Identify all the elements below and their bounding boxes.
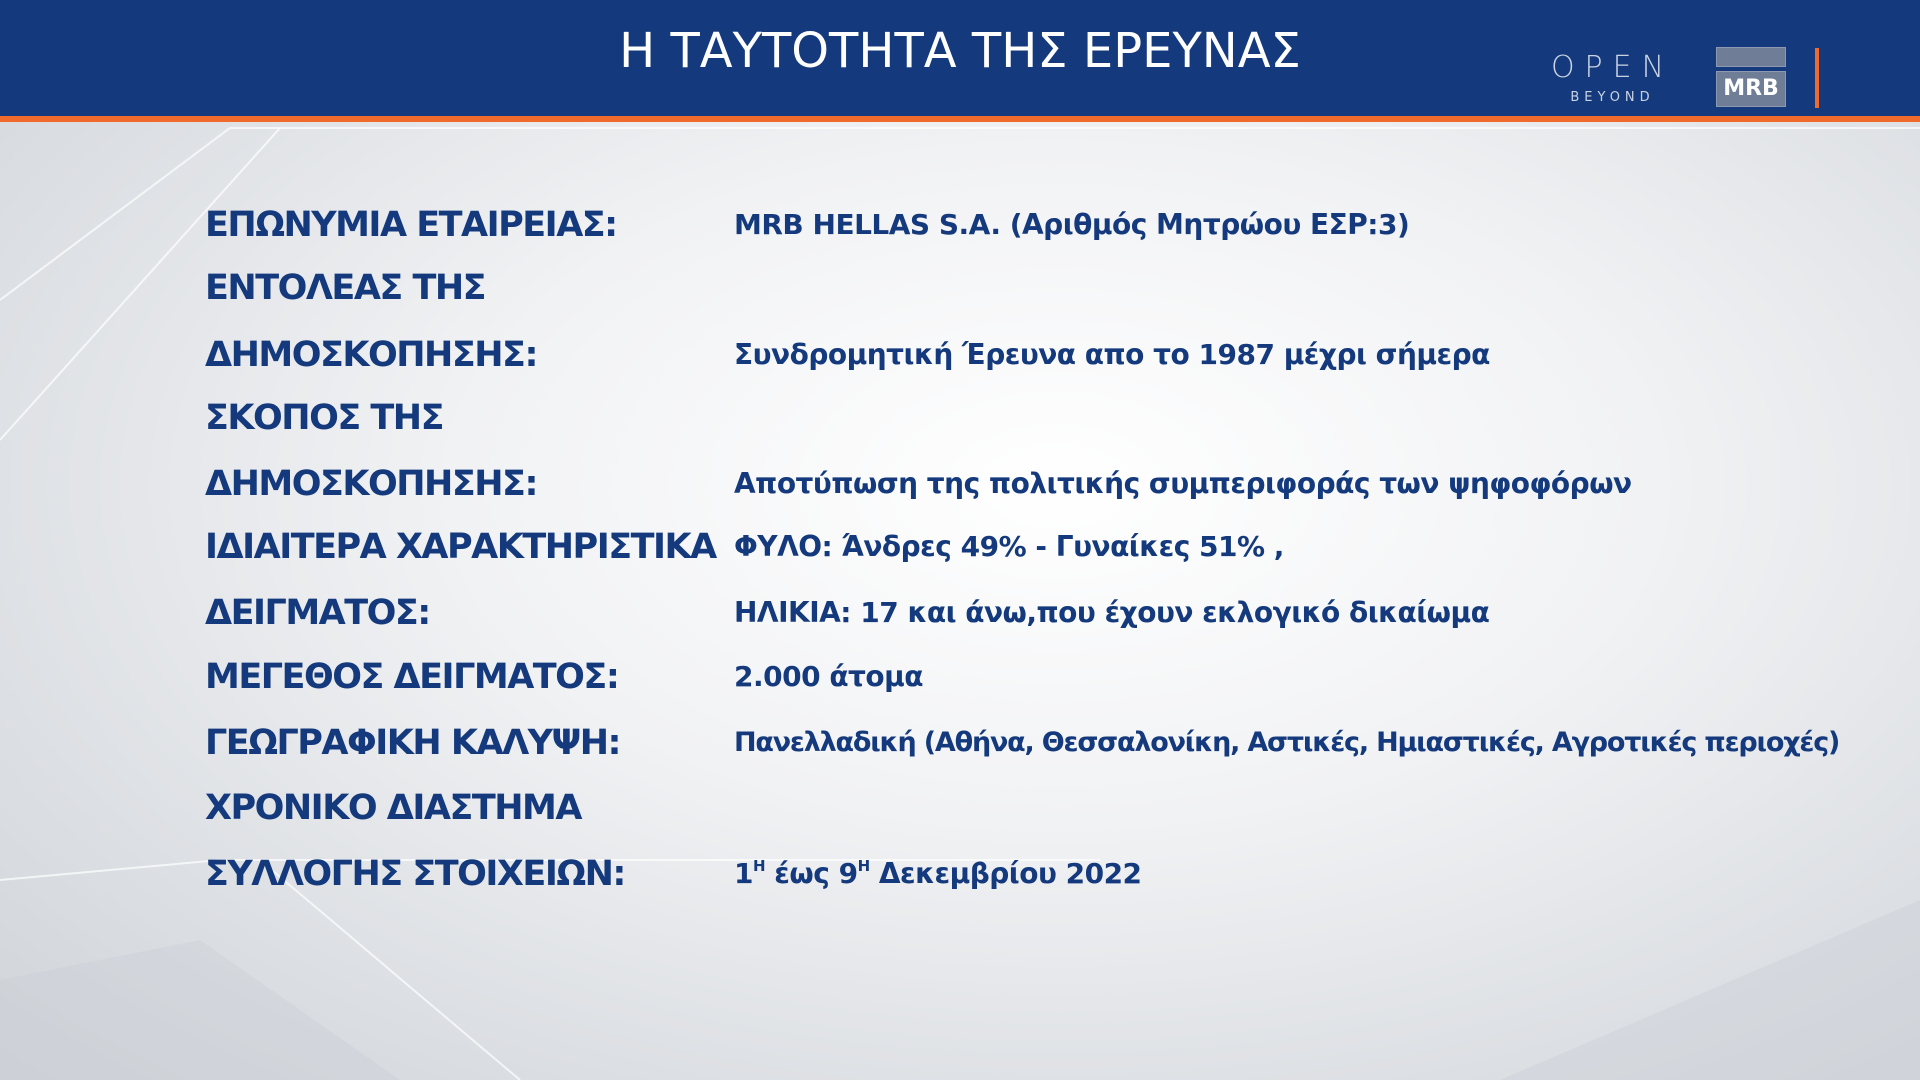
label-period-line2: ΣΥΛΛΟΓΗΣ ΣΤΟΙΧΕΙΩΝ:: [205, 854, 625, 894]
mrb-logo-text: MRB: [1716, 71, 1786, 107]
period-start-day: 1: [734, 857, 753, 890]
row-characteristics-1: [0, 522, 1920, 572]
label-company: ΕΠΩΝΥΜΙΑ ΕΤΑΙΡΕΙΑΣ:: [205, 205, 617, 245]
value-company: MRB HELLAS S.A. (Αριθμός Μητρώου ΕΣΡ:3): [734, 208, 1410, 241]
value-sample-size: 2.000 άτομα: [734, 660, 923, 693]
label-coverage: ΓΕΩΓΡΑΦΙΚΗ ΚΑΛΥΨΗ:: [205, 723, 621, 763]
open-logo-sub: BEYOND: [1570, 90, 1655, 105]
row-characteristics-2: [0, 588, 1920, 638]
row-purpose-2: [0, 459, 1920, 509]
label-characteristics-line1: ΙΔΙΑΙΤΕΡΑ ΧΑΡΑΚΤΗΡΙΣΤΙΚΑ: [205, 527, 716, 567]
page-title-text: Η ΤΑΥΤΟΤΗΤΑ ΤΗΣ ΕΡΕΥΝΑΣ: [619, 23, 1301, 79]
label-purpose-line1: ΣΚΟΠΟΣ ΤΗΣ: [205, 398, 443, 438]
label-period-line1: ΧΡΟΝΙΚΟ ΔΙΑΣΤΗΜΑ: [205, 788, 581, 828]
period-connector: έως: [774, 857, 830, 890]
value-period: [734, 849, 1142, 903]
period-month-year: Δεκεμβρίου 2022: [878, 857, 1142, 890]
label-client-line2: ΔΗΜΟΣΚΟΠΗΣΗΣ:: [205, 335, 537, 375]
label-client-line1: ΕΝΤΟΛΕΑΣ ΤΗΣ: [205, 268, 486, 308]
row-client-2: [0, 330, 1920, 380]
row-sample-size: [0, 652, 1920, 702]
period-start-sup: Η: [752, 857, 766, 875]
value-coverage: Πανελλαδική (Αθήνα, Θεσσαλονίκη, Αστικές, Ημιαστικές, Αγροτικές περιοχές): [734, 727, 1840, 758]
row-period-1: [0, 783, 1920, 833]
value-purpose: Αποτύπωση της πολιτικής συμπεριφοράς των ψηφοφόρων: [734, 467, 1632, 500]
open-logo-word: OPEN: [1550, 50, 1675, 85]
period-end-day: 9: [838, 857, 858, 890]
value-client: Συνδρομητική Έρευνα απο το 1987 μέχρι σήμερα: [734, 338, 1490, 371]
label-purpose-line2: ΔΗΜΟΣΚΟΠΗΣΗΣ:: [205, 464, 537, 504]
row-period-2: [0, 849, 1920, 899]
row-client-1: [0, 263, 1920, 313]
label-sample-size: ΜΕΓΕΘΟΣ ΔΕΙΓΜΑΤΟΣ:: [205, 657, 619, 697]
label-characteristics-line2: ΔΕΙΓΜΑΤΟΣ:: [205, 593, 430, 633]
value-age: ΗΛΙΚΙΑ: 17 και άνω,που έχουν εκλογικό δικαίωμα: [734, 596, 1490, 629]
value-gender: ΦΥΛΟ: Άνδρες 49% - Γυναίκες 51% ,: [734, 530, 1284, 563]
row-company: [0, 200, 1920, 250]
period-end-sup: Η: [857, 857, 870, 875]
row-coverage: [0, 718, 1920, 768]
row-purpose-1: [0, 393, 1920, 443]
